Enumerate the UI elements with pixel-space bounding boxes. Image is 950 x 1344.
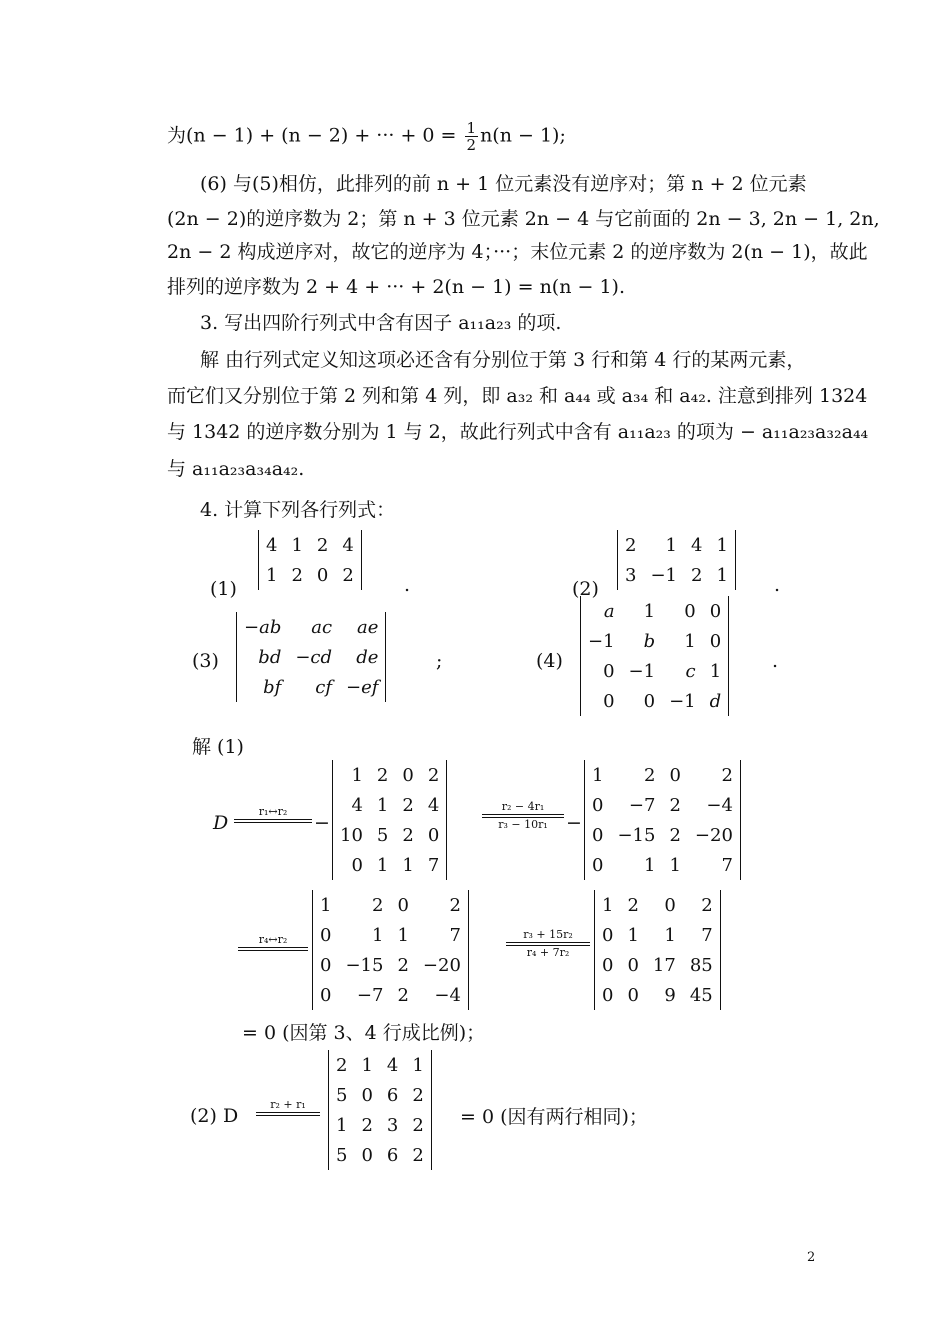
op-r2pr1 xyxy=(256,1098,320,1130)
matrix-cell: 1 xyxy=(376,854,389,876)
matrix-row xyxy=(595,980,720,1010)
matrix-cell: 45 xyxy=(689,984,713,1006)
matrix-table xyxy=(237,612,385,702)
matrix-cell: 1 xyxy=(664,924,676,946)
matrix-cell: 0 xyxy=(669,764,681,786)
matrix-row xyxy=(618,560,735,590)
matrix-cell: 7 xyxy=(449,924,461,946)
matrix-row xyxy=(333,850,446,880)
matrix-row xyxy=(585,760,740,790)
matrix-cell: 1 xyxy=(397,924,409,946)
matrix-table xyxy=(259,530,361,590)
minus-sign: − xyxy=(566,812,582,834)
op-r2r3 xyxy=(482,800,564,832)
matrix-cell: 1 xyxy=(669,854,681,876)
matrix-row xyxy=(313,950,468,980)
matrix-cell: 2 xyxy=(701,894,713,916)
label-p3: (3) xyxy=(192,650,219,672)
label-p2: (2) xyxy=(572,578,599,600)
op-underline xyxy=(256,1115,320,1130)
matrix-row xyxy=(585,850,740,880)
matrix-cell: cf xyxy=(315,676,333,698)
matrix-cell: 2 xyxy=(669,824,681,846)
text-line-11: 4. 计算下列各行列式： xyxy=(200,499,396,521)
matrix-cell: bd xyxy=(258,646,282,668)
matrix-row xyxy=(333,790,446,820)
matrix-cell: 2 xyxy=(627,894,639,916)
matrix-cell: 2 xyxy=(361,1114,373,1136)
matrix-table xyxy=(329,1050,431,1170)
matrix-row xyxy=(581,656,728,686)
matrix-cell: 10 xyxy=(340,824,363,846)
matrix-cell: ae xyxy=(357,616,379,638)
matrix-cell: 2 xyxy=(644,764,656,786)
matrix-cell: 0 xyxy=(320,924,332,946)
matrix-cell: 0 xyxy=(602,984,614,1006)
page-number: 2 xyxy=(807,1250,816,1265)
matrix-cell: 1 xyxy=(716,534,728,556)
matrix-cell: 0 xyxy=(316,564,329,586)
determinant-s1 xyxy=(332,760,447,880)
label-p4: (4) xyxy=(536,650,563,672)
matrix-cell: 1 xyxy=(643,600,656,622)
matrix-cell: 2 xyxy=(372,894,384,916)
matrix-cell: 7 xyxy=(701,924,713,946)
matrix-cell: 2 xyxy=(376,764,389,786)
matrix-cell: 0 xyxy=(603,660,615,682)
matrix-cell: c xyxy=(685,660,696,682)
matrix-row xyxy=(313,920,468,950)
matrix-cell: bf xyxy=(263,676,282,698)
matrix-cell: 0 xyxy=(592,824,604,846)
matrix-cell: 7 xyxy=(427,854,440,876)
matrix-cell: 3 xyxy=(625,564,637,586)
matrix-cell: 2 xyxy=(342,564,354,586)
matrix-cell: 2 xyxy=(291,564,303,586)
minus-sign: − xyxy=(314,812,330,834)
matrix-cell: −20 xyxy=(694,824,733,846)
matrix-row xyxy=(237,672,385,702)
matrix-row xyxy=(259,530,361,560)
matrix-cell: −ef xyxy=(346,676,379,698)
matrix-table xyxy=(313,890,468,1010)
text-span: 为(n − 1) + (n − 2) + ··· + 0 = xyxy=(167,124,463,147)
matrix-cell: 0 xyxy=(361,1144,373,1166)
matrix-cell: 1 xyxy=(372,924,384,946)
matrix-cell: 4 xyxy=(351,794,363,816)
op-underline xyxy=(234,822,312,837)
matrix-cell: 1 xyxy=(402,854,414,876)
matrix-cell: 2 xyxy=(625,534,637,556)
matrix-cell: 2 xyxy=(316,534,329,556)
matrix-cell: 4 xyxy=(386,1054,399,1076)
matrix-cell: −1 xyxy=(650,564,677,586)
label-period: . xyxy=(774,574,781,596)
op-label: r₄↔r₂ xyxy=(238,933,308,948)
matrix-table xyxy=(595,890,720,1010)
matrix-cell: 1 xyxy=(266,564,278,586)
text-span: n(n − 1); xyxy=(480,124,566,147)
matrix-row xyxy=(595,950,720,980)
matrix-cell: −cd xyxy=(295,646,333,668)
matrix-cell: 1 xyxy=(291,534,303,556)
matrix-cell: 2 xyxy=(412,1144,424,1166)
text-line-9: 与 1342 的逆序数分别为 1 与 2，故此行列式中含有 a₁₁a₂₃ 的项为 − a₁₁a₂₃a₃₂a₄₄ xyxy=(167,421,869,443)
op-label: r₃ − 10r₁ xyxy=(482,817,564,832)
matrix-cell: 4 xyxy=(266,534,278,556)
matrix-cell: 2 xyxy=(397,954,409,976)
matrix-cell: 0 xyxy=(643,690,656,712)
matrix-cell: −4 xyxy=(434,984,461,1006)
text-line-2: (6) 与(5)相仿，此排列的前 n + 1 位元素没有逆序对；第 n + 2 位元素 xyxy=(200,173,807,195)
label-p1: (1) xyxy=(210,578,237,600)
matrix-cell: 0 xyxy=(627,984,639,1006)
matrix-cell: −7 xyxy=(356,984,384,1006)
matrix-cell: 2 xyxy=(397,984,409,1006)
matrix-cell: 1 xyxy=(351,764,363,786)
matrix-table xyxy=(581,596,728,716)
matrix-cell: 0 xyxy=(709,630,722,652)
matrix-cell: 0 xyxy=(592,794,604,816)
text-line-10: 与 a₁₁a₂₃a₃₄a₄₂. xyxy=(167,458,305,480)
matrix-cell: 0 xyxy=(351,854,363,876)
determinant-q1 xyxy=(258,530,362,590)
frac-den: 2 xyxy=(466,136,477,154)
matrix-table xyxy=(585,760,740,880)
matrix-cell: −4 xyxy=(706,794,733,816)
matrix-row xyxy=(259,560,361,590)
op-label: r₂ + r₁ xyxy=(256,1098,320,1113)
matrix-row xyxy=(237,612,385,642)
matrix-cell: 2 xyxy=(691,564,703,586)
matrix-cell: 0 xyxy=(602,924,614,946)
matrix-cell: 0 xyxy=(320,954,332,976)
matrix-table xyxy=(618,530,735,590)
matrix-row xyxy=(313,980,468,1010)
matrix-cell: b xyxy=(643,630,656,652)
matrix-cell: −15 xyxy=(617,824,656,846)
matrix-cell: 5 xyxy=(336,1144,348,1166)
determinant-q3 xyxy=(236,612,386,702)
text-line-6: 3. 写出四阶行列式中含有因子 a₁₁a₂₃ 的项. xyxy=(200,312,562,334)
matrix-cell: 4 xyxy=(691,534,703,556)
determinant-s3 xyxy=(312,890,469,1010)
matrix-cell: −15 xyxy=(345,954,384,976)
matrix-cell: 0 xyxy=(320,984,332,1006)
matrix-cell: 4 xyxy=(342,534,354,556)
matrix-cell: −20 xyxy=(422,954,461,976)
matrix-cell: 1 xyxy=(665,534,677,556)
text-line-8: 而它们又分别位于第 2 列和第 4 列，即 a₃₂ 和 a₄₄ 或 a₃₄ 和 a₄₂. 注意到排列 1324 xyxy=(167,385,868,407)
determinant-q2 xyxy=(617,530,736,590)
matrix-row xyxy=(329,1050,431,1080)
matrix-cell: 1 xyxy=(412,1054,424,1076)
matrix-cell: 1 xyxy=(684,630,696,652)
matrix-row xyxy=(581,626,728,656)
matrix-cell: 1 xyxy=(361,1054,373,1076)
matrix-cell: 2 xyxy=(669,794,681,816)
op-label: r₄ + 7r₂ xyxy=(506,945,590,960)
matrix-cell: 2 xyxy=(412,1084,424,1106)
determinant-s2 xyxy=(584,760,741,880)
matrix-cell: 2 xyxy=(336,1054,348,1076)
text-line-1 xyxy=(167,120,566,153)
matrix-cell: 0 xyxy=(684,600,696,622)
matrix-cell: 7 xyxy=(721,854,733,876)
op-underline xyxy=(238,950,308,965)
matrix-cell: 0 xyxy=(427,824,440,846)
matrix-cell: 0 xyxy=(602,954,614,976)
matrix-row xyxy=(329,1080,431,1110)
matrix-cell: 0 xyxy=(627,954,639,976)
matrix-cell: −1 xyxy=(669,690,696,712)
matrix-row xyxy=(333,760,446,790)
matrix-cell: 0 xyxy=(709,600,722,622)
matrix-row xyxy=(329,1140,431,1170)
matrix-cell: 1 xyxy=(716,564,728,586)
fraction xyxy=(465,120,479,153)
matrix-cell: 1 xyxy=(627,924,639,946)
conclusion-1: = 0 (因第 3、4 行成比例)； xyxy=(242,1022,486,1044)
matrix-cell: −1 xyxy=(628,660,656,682)
matrix-row xyxy=(618,530,735,560)
matrix-cell: 17 xyxy=(652,954,676,976)
matrix-cell: 85 xyxy=(689,954,713,976)
label-D: D xyxy=(213,812,229,834)
matrix-cell: 3 xyxy=(386,1114,399,1136)
label-semicolon: ; xyxy=(436,650,443,672)
matrix-row xyxy=(595,890,720,920)
op-label: r₂ − 4r₁ xyxy=(482,800,564,815)
label-period: . xyxy=(404,574,411,596)
matrix-cell: 2 xyxy=(427,764,440,786)
op-swap12 xyxy=(234,805,312,837)
matrix-cell: −ab xyxy=(244,616,282,638)
text-line-3: (2n − 2)的逆序数为 2；第 n + 3 位元素 2n − 4 与它前面的 2n − 3, 2n − 1, 2n, xyxy=(167,208,880,230)
matrix-cell: 1 xyxy=(336,1114,348,1136)
matrix-cell: 5 xyxy=(376,824,389,846)
matrix-cell: 1 xyxy=(376,794,389,816)
matrix-cell: 0 xyxy=(397,894,409,916)
matrix-cell: ac xyxy=(311,616,333,638)
matrix-cell: a xyxy=(603,600,615,622)
text-line-4: 2n − 2 构成逆序对，故它的逆序为 4；···；末位元素 2 的逆序数为 2(n − 1)，故此 xyxy=(167,241,868,263)
matrix-cell: de xyxy=(356,646,379,668)
determinant-q4 xyxy=(580,596,729,716)
matrix-row xyxy=(585,820,740,850)
matrix-cell: 1 xyxy=(644,854,656,876)
matrix-cell: d xyxy=(709,690,722,712)
matrix-row xyxy=(581,686,728,716)
matrix-row xyxy=(595,920,720,950)
op-r3r4 xyxy=(506,928,590,960)
matrix-cell: 2 xyxy=(402,824,414,846)
matrix-cell: 1 xyxy=(592,764,604,786)
matrix-row xyxy=(585,790,740,820)
determinant-s5 xyxy=(328,1050,432,1170)
matrix-cell: 9 xyxy=(664,984,676,1006)
matrix-cell: 0 xyxy=(361,1084,373,1106)
label-part2: (2) D xyxy=(190,1105,239,1127)
matrix-table xyxy=(333,760,446,880)
solution-heading: 解 (1) xyxy=(192,736,244,758)
op-label: r₁↔r₂ xyxy=(234,805,312,820)
op-label: r₃ + 15r₂ xyxy=(506,928,590,943)
matrix-cell: 1 xyxy=(602,894,614,916)
matrix-cell: 1 xyxy=(709,660,722,682)
matrix-row xyxy=(237,642,385,672)
text-line-5: 排列的逆序数为 2 + 4 + ··· + 2(n − 1) = n(n − 1). xyxy=(167,276,625,298)
matrix-cell: 2 xyxy=(449,894,461,916)
matrix-row xyxy=(333,820,446,850)
determinant-s4 xyxy=(594,890,721,1010)
frac-num: 1 xyxy=(466,119,477,137)
matrix-cell: 0 xyxy=(402,764,414,786)
matrix-cell: 6 xyxy=(386,1144,399,1166)
matrix-cell: 4 xyxy=(427,794,440,816)
text-line-7: 解 由行列式定义知这项必还含有分别位于第 3 行和第 4 行的某两元素， xyxy=(200,349,806,371)
matrix-row xyxy=(313,890,468,920)
matrix-row xyxy=(581,596,728,626)
matrix-cell: 0 xyxy=(603,690,615,712)
matrix-row xyxy=(329,1110,431,1140)
matrix-cell: 2 xyxy=(721,764,733,786)
conclusion-2: = 0 (因有两行相同)； xyxy=(460,1106,648,1128)
matrix-cell: 5 xyxy=(336,1084,348,1106)
matrix-cell: 1 xyxy=(320,894,332,916)
matrix-cell: 0 xyxy=(592,854,604,876)
label-period: . xyxy=(772,650,779,672)
matrix-cell: 2 xyxy=(402,794,414,816)
op-swap42 xyxy=(238,933,308,965)
matrix-cell: 2 xyxy=(412,1114,424,1136)
matrix-cell: −1 xyxy=(588,630,615,652)
matrix-cell: 0 xyxy=(664,894,676,916)
matrix-cell: 6 xyxy=(386,1084,399,1106)
matrix-cell: −7 xyxy=(628,794,656,816)
